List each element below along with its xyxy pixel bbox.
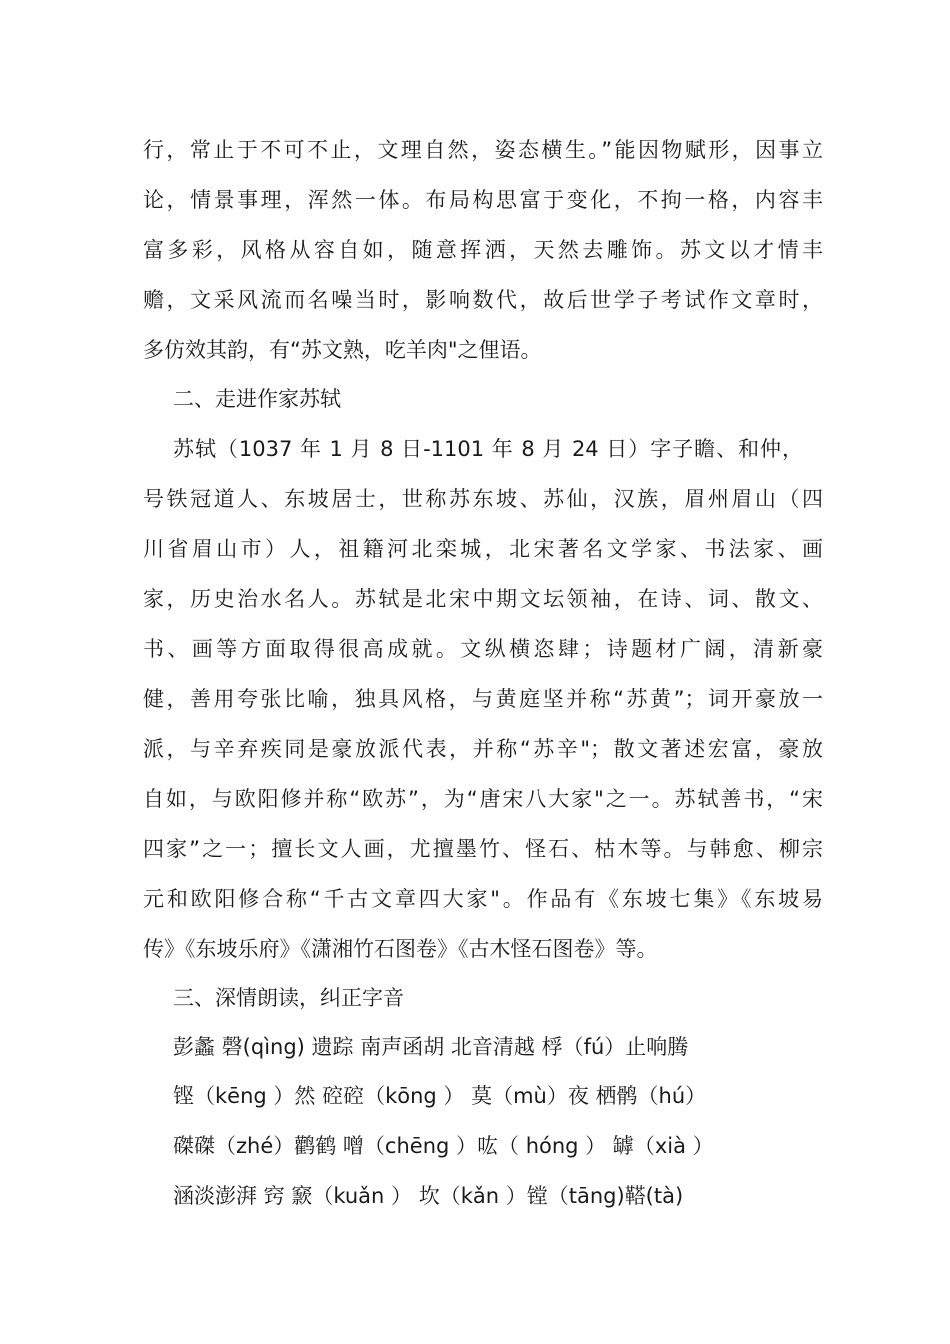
body-text-line: 川省眉山市）人，祖籍河北栾城，北宋著名文学家、书法家、画 bbox=[143, 537, 823, 561]
pronunciation-line: 涵淡澎湃 窍 窾（kuǎn ） 坎（kǎn ）镗（tāng)鞳(tà) bbox=[173, 1184, 684, 1208]
body-text-line: 传》《东坡乐府》《潇湘竹石图卷》《古木怪石图卷》等。 bbox=[143, 937, 658, 961]
section-heading: 二、走进作家苏轼 bbox=[173, 387, 341, 411]
body-text-line: 富多彩，风格从容自如，随意挥洒，天然去雕饰。苏文以才情丰 bbox=[143, 238, 823, 262]
body-text-line: 书、画等方面取得很高成就。文纵横恣肆；诗题材广阔，清新豪 bbox=[143, 637, 823, 661]
body-text-line: 号铁冠道人、东坡居士，世称苏东坡、苏仙，汉族，眉州眉山（四 bbox=[143, 487, 823, 511]
pronunciation-line: 磔磔（zhé）鹳鹤 噌（chēng ）吰（ hóng ） 罅（xià ） bbox=[173, 1134, 714, 1158]
body-text-line: 健，善用夸张比喻，独具风格，与黄庭坚并称“苏黄”；词开豪放一 bbox=[143, 687, 823, 711]
body-text-line: 自如，与欧阳修并称“欧苏”，为“唐宋八大家"之一。苏轼善书，“宋 bbox=[143, 787, 823, 811]
pronunciation-line: 彭蠡 磬(qìng) 遗踪 南声函胡 北音清越 桴（fú）止响腾 bbox=[173, 1035, 689, 1059]
pronunciation-line: 铿（kēng ）然 硿硿（kōng ） 莫（mù）夜 栖鹘（hú） bbox=[173, 1084, 707, 1108]
body-text-line: 苏轼（1037 年 1 月 8 日-1101 年 8 月 24 日）字子瞻、和仲， bbox=[173, 437, 803, 461]
body-text-line: 家，历史治水名人。苏轼是北宋中期文坛领袖，在诗、词、散文、 bbox=[143, 587, 823, 611]
body-text-line: 派，与辛弃疾同是豪放派代表，并称“苏辛"；散文著述宏富，豪放 bbox=[143, 737, 823, 761]
body-text-line: 论，情景事理，浑然一体。布局构思富于变化，不拘一格，内容丰 bbox=[143, 188, 823, 212]
body-text-line: 赡，文采风流而名噪当时，影响数代，故后世学子考试作文章时， bbox=[143, 288, 823, 312]
section-heading: 三、深情朗读，纠正字音 bbox=[173, 986, 404, 1010]
body-text-line: 元和欧阳修合称“千古文章四大家"。作品有《东坡七集》《东坡易 bbox=[143, 887, 823, 911]
body-text-line: 多仿效其韵，有“苏文熟，吃羊肉"之俚语。 bbox=[143, 338, 542, 362]
body-text-line: 行，常止于不可不止，文理自然，姿态横生。”能因物赋形，因事立 bbox=[143, 138, 823, 162]
body-text-line: 四家”之一；擅长文人画，尤擅墨竹、怪石、枯木等。与韩愈、柳宗 bbox=[143, 837, 823, 861]
